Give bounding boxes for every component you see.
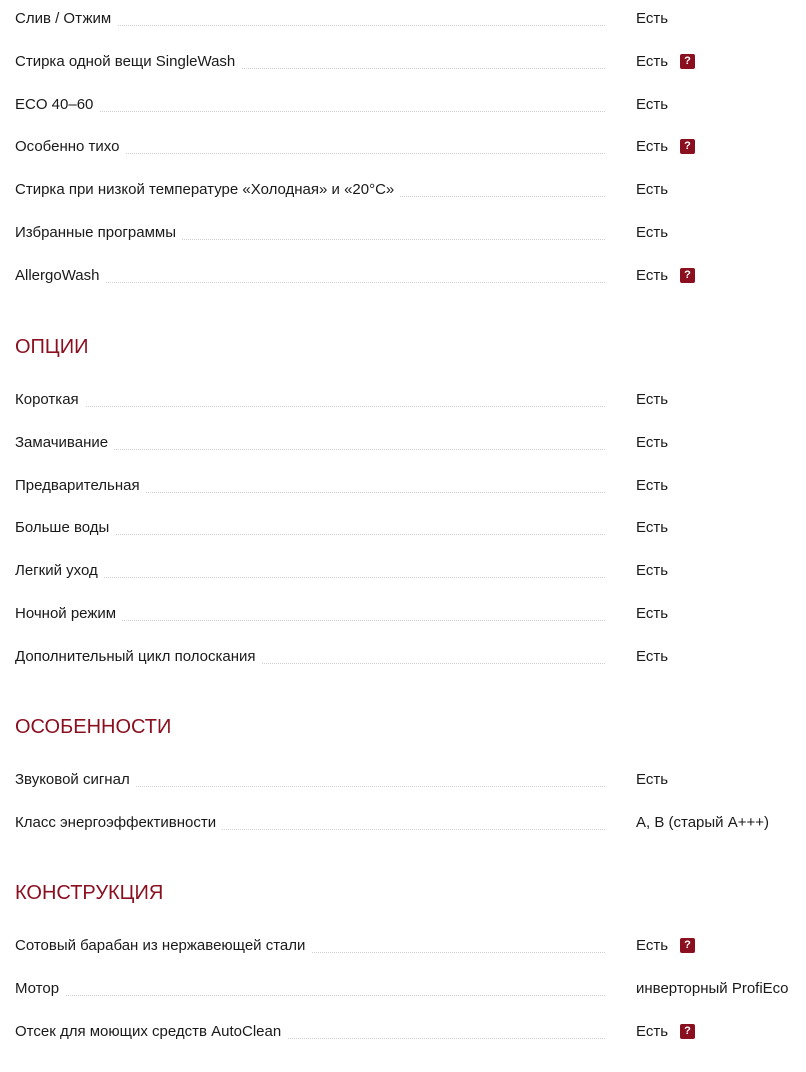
dotted-leader: [15, 995, 605, 996]
spec-label: Мотор: [15, 979, 65, 999]
spec-label: Звуковой сигнал: [15, 770, 136, 790]
spec-value: Есть: [636, 267, 669, 284]
spec-row: [15, 266, 805, 296]
spec-value: Есть: [636, 477, 669, 494]
section-title: ОСОБЕННОСТИ: [15, 716, 172, 738]
spec-value: Есть: [636, 562, 669, 579]
spec-row: [15, 9, 805, 39]
spec-value: Есть: [636, 138, 669, 155]
help-icon[interactable]: ?: [680, 1024, 695, 1039]
spec-value: Есть: [636, 10, 669, 27]
spec-row: [15, 223, 805, 253]
spec-row: [15, 936, 805, 966]
spec-row: [15, 390, 805, 420]
spec-label: Предварительная: [15, 476, 146, 496]
spec-value: Есть: [636, 1023, 669, 1040]
spec-row: [15, 770, 805, 800]
dotted-leader: [15, 111, 605, 112]
spec-row: [15, 979, 805, 1009]
spec-label: Избранные программы: [15, 223, 182, 243]
spec-label: Короткая: [15, 390, 85, 410]
spec-value: Есть: [636, 648, 669, 665]
spec-row: [15, 604, 805, 634]
spec-row: [15, 518, 805, 548]
spec-value: Есть: [636, 391, 669, 408]
spec-label: AllergoWash: [15, 266, 105, 286]
help-icon[interactable]: ?: [680, 938, 695, 953]
spec-label: Легкий уход: [15, 561, 104, 581]
spec-row: [15, 52, 805, 82]
help-icon[interactable]: ?: [680, 268, 695, 283]
spec-label: ECO 40–60: [15, 95, 99, 115]
spec-value: Есть: [636, 605, 669, 622]
spec-row: [15, 476, 805, 506]
spec-label: Отсек для моющих средств AutoClean: [15, 1022, 287, 1042]
spec-value: Есть: [636, 434, 669, 451]
spec-row: [15, 433, 805, 463]
spec-label: Сотовый барабан из нержавеющей стали: [15, 936, 311, 956]
spec-value: Есть: [636, 771, 669, 788]
spec-label: Стирка одной вещи SingleWash: [15, 52, 241, 72]
spec-label: Дополнительный цикл полоскания: [15, 647, 261, 667]
spec-value: Есть: [636, 519, 669, 536]
spec-value: Есть: [636, 53, 669, 70]
help-icon[interactable]: ?: [680, 54, 695, 69]
dotted-leader: [15, 406, 605, 407]
section-title: ОПЦИИ: [15, 336, 89, 358]
spec-row: [15, 813, 805, 843]
spec-row: [15, 561, 805, 591]
spec-label: Класс энергоэффективности: [15, 813, 222, 833]
spec-label: Ночной режим: [15, 604, 122, 624]
spec-row: [15, 137, 805, 167]
spec-row: [15, 95, 805, 125]
help-icon[interactable]: ?: [680, 139, 695, 154]
spec-row: [15, 180, 805, 210]
spec-label: Особенно тихо: [15, 137, 125, 157]
spec-label: Слив / Отжим: [15, 9, 117, 29]
spec-value: инверторный ProfiEco: [636, 980, 789, 997]
spec-label: Больше воды: [15, 518, 115, 538]
spec-value: Есть: [636, 96, 669, 113]
section-title: КОНСТРУКЦИЯ: [15, 882, 164, 904]
spec-value: Есть: [636, 181, 669, 198]
spec-row: [15, 647, 805, 677]
spec-value: Есть: [636, 937, 669, 954]
spec-row: [15, 1022, 805, 1052]
spec-label: Стирка при низкой температуре «Холодная» и «20°С»: [15, 180, 400, 200]
spec-label: Замачивание: [15, 433, 114, 453]
spec-value: Есть: [636, 224, 669, 241]
spec-value: A, B (старый A+++): [636, 814, 770, 831]
